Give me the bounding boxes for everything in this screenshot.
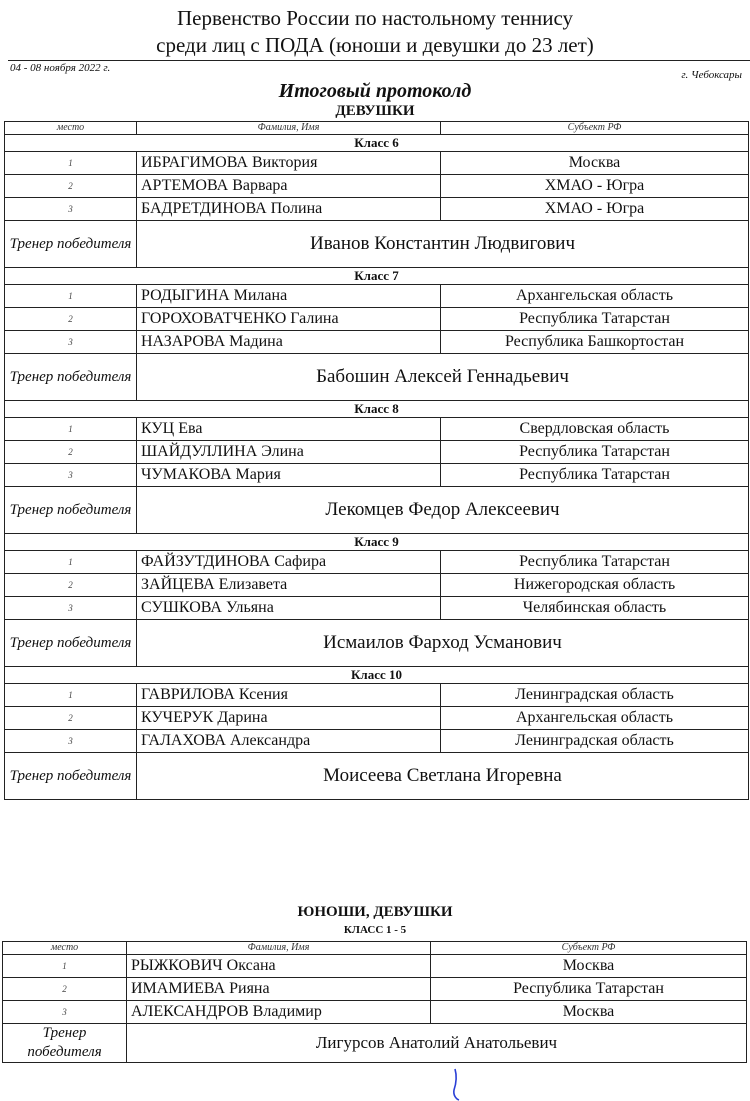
athlete-region: Ленинградская область	[441, 684, 749, 707]
athlete-name: БАДРЕТДИНОВА Полина	[137, 198, 441, 221]
athlete-region: Свердловская область	[441, 418, 749, 441]
athlete-place: 2	[5, 308, 137, 331]
protocol-title: Итоговый протоколд	[278, 80, 472, 102]
athlete-region: Республика Татарстан	[441, 441, 749, 464]
athlete-row	[5, 175, 749, 198]
athlete-name: ЗАЙЦЕВА Елизавета	[137, 574, 441, 597]
youth-heading: ЮНОШИ, ДЕВУШКИ	[297, 904, 453, 920]
athlete-place: 2	[5, 441, 137, 464]
trainer-name: Исмаилов Фарход Усманович	[137, 620, 749, 667]
athlete-place: 1	[5, 418, 137, 441]
athlete-region: Нижегородская область	[441, 574, 749, 597]
athlete-region: Республика Татарстан	[431, 978, 747, 1001]
athlete-region: Архангельская область	[441, 285, 749, 308]
athlete-place: 2	[5, 574, 137, 597]
athlete-name: ИБРАГИМОВА Виктория	[137, 152, 441, 175]
athlete-place: 1	[5, 551, 137, 574]
athlete-name: КУЧЕРУК Дарина	[137, 707, 441, 730]
trainer-row	[3, 1024, 747, 1063]
trainer-label: Тренер победителя	[3, 1024, 127, 1063]
col-name-header: Фамилия, Имя	[127, 942, 431, 955]
trainer-label: Тренер победителя	[5, 221, 137, 268]
column-header-row	[5, 122, 749, 135]
trainer-row	[5, 354, 749, 401]
trainer-label: Тренер победителя	[5, 753, 137, 800]
athlete-place: 1	[5, 285, 137, 308]
athlete-region: Республика Башкортостан	[441, 331, 749, 354]
title-line-2: среди лиц с ПОДА (юноши и девушки до 23 лет)	[156, 33, 594, 57]
trainer-label: Тренер победителя	[5, 354, 137, 401]
athlete-region: Ленинградская область	[441, 730, 749, 753]
athlete-row	[5, 331, 749, 354]
col-name-header: Фамилия, Имя	[137, 122, 441, 135]
athlete-place: 2	[5, 175, 137, 198]
event-dates: 04 - 08 ноября 2022 г.	[10, 62, 111, 74]
athlete-place: 3	[3, 1001, 127, 1024]
athlete-row	[5, 464, 749, 487]
class-label: Класс 7	[5, 268, 749, 285]
youth-class-label: КЛАСС 1 - 5	[343, 924, 407, 936]
athlete-name: ЧУМАКОВА Мария	[137, 464, 441, 487]
trainer-name: Лекомцев Федор Алексеевич	[137, 487, 749, 534]
trainer-label: Тренер победителя	[5, 487, 137, 534]
athlete-region: Челябинская область	[441, 597, 749, 620]
col-place-header: место	[5, 122, 137, 135]
athlete-region: Москва	[441, 152, 749, 175]
athlete-name: ГОРОХОВАТЧЕНКО Галина	[137, 308, 441, 331]
athlete-row	[5, 441, 749, 464]
athlete-row	[5, 418, 749, 441]
class-heading-row	[5, 135, 749, 152]
athlete-region: Архангельская область	[441, 707, 749, 730]
col-region-header: Субъект РФ	[431, 942, 747, 955]
athlete-name: АРТЕМОВА Варвара	[137, 175, 441, 198]
athlete-name: ФАЙЗУТДИНОВА Сафира	[137, 551, 441, 574]
athlete-row	[5, 597, 749, 620]
trainer-row	[5, 753, 749, 800]
athlete-place: 3	[5, 597, 137, 620]
athlete-place: 1	[5, 152, 137, 175]
athlete-region: Республика Татарстан	[441, 551, 749, 574]
col-region-header: Субъект РФ	[441, 122, 749, 135]
athlete-row	[3, 978, 747, 1001]
athlete-name: ГАВРИЛОВА Ксения	[137, 684, 441, 707]
athlete-name: НАЗАРОВА Мадина	[137, 331, 441, 354]
class-label: Класс 9	[5, 534, 749, 551]
class-heading-row	[5, 534, 749, 551]
athlete-row	[5, 684, 749, 707]
athlete-name: РОДЫГИНА Милана	[137, 285, 441, 308]
athlete-row	[5, 308, 749, 331]
athlete-row	[5, 707, 749, 730]
athlete-place: 3	[5, 730, 137, 753]
trainer-row	[5, 487, 749, 534]
girls-heading: ДЕВУШКИ	[335, 103, 415, 119]
column-header-row	[3, 942, 747, 955]
athlete-row	[5, 198, 749, 221]
athlete-row	[3, 955, 747, 978]
trainer-name: Иванов Константин Людвигович	[137, 221, 749, 268]
athlete-place: 3	[5, 464, 137, 487]
event-city: г. Чебоксары	[681, 69, 742, 81]
athlete-region: ХМАО - Югра	[441, 175, 749, 198]
girls-results-table	[4, 121, 749, 800]
trainer-name: Бабошин Алексей Геннадьевич	[137, 354, 749, 401]
athlete-region: Москва	[431, 1001, 747, 1024]
athlete-row	[5, 574, 749, 597]
title-line-1: Первенство России по настольному теннису	[176, 6, 574, 30]
athlete-name: АЛЕКСАНДРОВ Владимир	[127, 1001, 431, 1024]
class-label: Класс 10	[5, 667, 749, 684]
athlete-row	[3, 1001, 747, 1024]
col-place-header: место	[3, 942, 127, 955]
athlete-row	[5, 152, 749, 175]
athlete-region: Москва	[431, 955, 747, 978]
athlete-name: СУШКОВА Ульяна	[137, 597, 441, 620]
trainer-row	[5, 221, 749, 268]
athlete-place: 1	[5, 684, 137, 707]
class-heading-row	[5, 401, 749, 418]
youth-results-table	[2, 941, 747, 1063]
class-heading-row	[5, 667, 749, 684]
athlete-name: РЫЖКОВИЧ Оксана	[127, 955, 431, 978]
athlete-region: Республика Татарстан	[441, 464, 749, 487]
athlete-region: Республика Татарстан	[441, 308, 749, 331]
athlete-name: ИМАМИЕВА Рияна	[127, 978, 431, 1001]
class-label: Класс 8	[5, 401, 749, 418]
class-label: Класс 6	[5, 135, 749, 152]
header-divider	[8, 60, 750, 61]
athlete-region: ХМАО - Югра	[441, 198, 749, 221]
athlete-place: 1	[3, 955, 127, 978]
athlete-place: 2	[3, 978, 127, 1001]
trainer-name: Моисеева Светлана Игоревна	[137, 753, 749, 800]
athlete-place: 3	[5, 331, 137, 354]
athlete-row	[5, 730, 749, 753]
trainer-row	[5, 620, 749, 667]
athlete-row	[5, 285, 749, 308]
trainer-name: Лигурсов Анатолий Анатольевич	[127, 1024, 747, 1063]
athlete-place: 2	[5, 707, 137, 730]
class-heading-row	[5, 268, 749, 285]
athlete-name: ШАЙДУЛЛИНА Элина	[137, 441, 441, 464]
athlete-name: ГАЛАХОВА Александра	[137, 730, 441, 753]
athlete-row	[5, 551, 749, 574]
signature-pen-stroke	[448, 1068, 464, 1101]
athlete-name: КУЦ Ева	[137, 418, 441, 441]
athlete-place: 3	[5, 198, 137, 221]
trainer-label: Тренер победителя	[5, 620, 137, 667]
